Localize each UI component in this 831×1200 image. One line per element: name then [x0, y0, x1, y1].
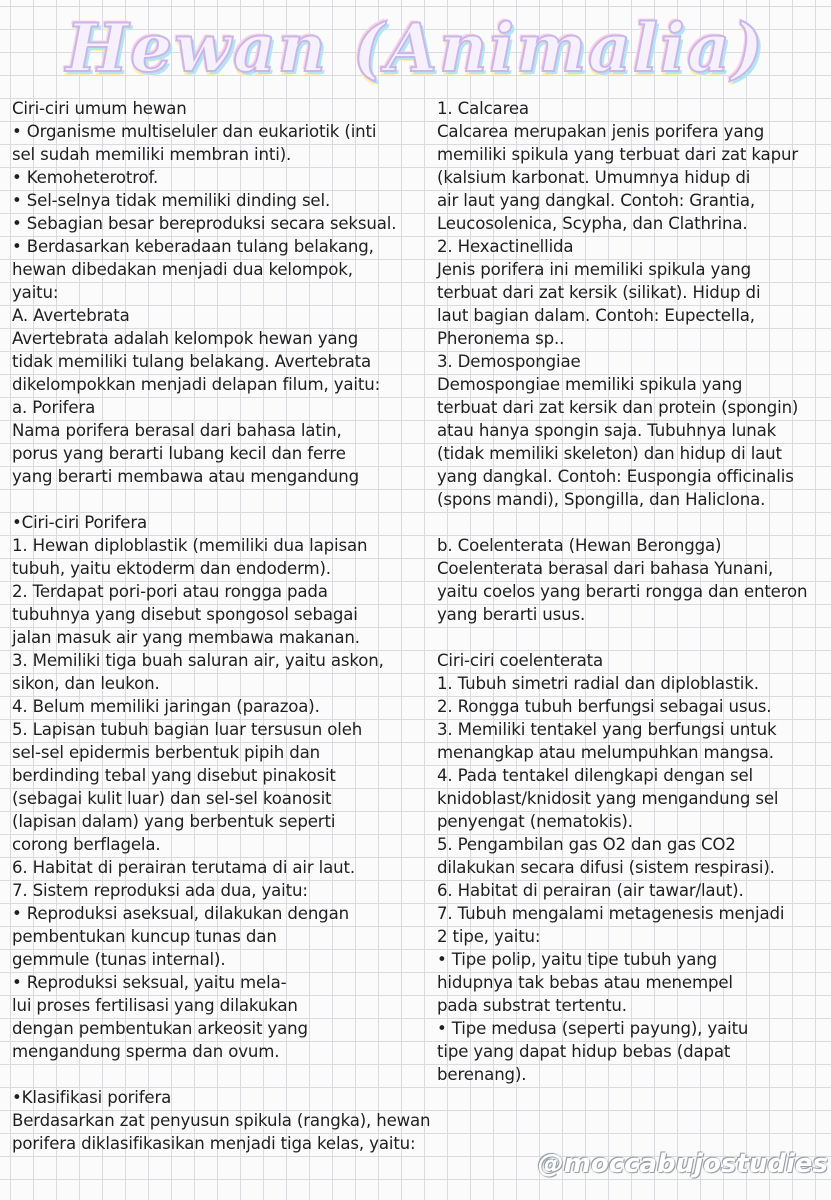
text-line: (tidak memiliki skeleton) dan hidup di laut	[437, 444, 782, 463]
text-line: Leucosolenica, Scypha, dan Clathrina.	[437, 214, 748, 233]
text-line: 5. Pengambilan gas O2 dan gas CO2	[437, 835, 736, 854]
text-line	[437, 626, 829, 649]
text-line: porifera diklasifikasikan menjadi tiga kelas, yaitu:	[12, 1134, 416, 1153]
text-line: sel sudah memiliki membran inti).	[12, 145, 292, 164]
text-line: 2. Hexactinellida	[437, 237, 574, 256]
text-line	[12, 488, 430, 511]
text-line: yang berarti usus.	[437, 605, 586, 624]
text-line: Nama porifera berasal dari bahasa latin,	[12, 421, 342, 440]
text-line: Calcarea merupakan jenis porifera yang	[437, 122, 765, 141]
text-line: penyengat (nematokis).	[437, 812, 633, 831]
text-line: yang berarti membawa atau mengandung	[12, 467, 359, 486]
text-line: dilakukan secara difusi (sistem respirasi).	[437, 858, 775, 877]
text-line: yaitu coelos yang berarti rongga dan enteron	[437, 582, 808, 601]
text-line: knidoblast/knidosit yang mengandung sel	[437, 789, 779, 808]
text-line: sikon, dan leukon.	[12, 674, 160, 693]
text-line: tipe yang dapat hidup bebas (dapat	[437, 1042, 731, 1061]
text-line: 2. Rongga tubuh berfungsi sebagai usus.	[437, 697, 772, 716]
text-line	[437, 511, 829, 534]
text-line: • Tipe polip, yaitu tipe tubuh yang	[437, 950, 717, 969]
text-line: 7. Tubuh mengalami metagenesis menjadi	[437, 904, 785, 923]
text-line: • Sel-selnya tidak memiliki dinding sel.	[12, 191, 331, 210]
text-line: yaitu:	[12, 283, 59, 302]
text-line: (spons mandi), Spongilla, dan Haliclona.	[437, 490, 766, 509]
text-line: 7. Sistem reproduksi ada dua, yaitu:	[12, 881, 308, 900]
text-line: Avertebrata adalah kelompok hewan yang	[12, 329, 359, 348]
text-line: Ciri-ciri coelenterata	[437, 651, 603, 670]
text-line: 6. Habitat di perairan (air tawar/laut).	[437, 881, 744, 900]
text-line: •Klasifikasi porifera	[12, 1088, 172, 1107]
text-line: dikelompokkan menjadi delapan filum, yaitu:	[12, 375, 381, 394]
text-line: 1. Tubuh simetri radial dan diploblastik.	[437, 674, 759, 693]
left-column	[12, 97, 430, 1155]
text-line: jalan masuk air yang membawa makanan.	[12, 628, 360, 647]
text-line: Ciri-ciri umum hewan	[12, 99, 187, 118]
text-line: porus yang berarti lubang kecil dan ferre	[12, 444, 346, 463]
text-line: lui proses fertilisasi yang dilakukan	[12, 996, 298, 1015]
right-column	[437, 97, 829, 1086]
text-line: Pheronema sp..	[437, 329, 565, 348]
text-line: • Berdasarkan keberadaan tulang belakang,	[12, 237, 374, 256]
text-line: menangkap atau melumpuhkan mangsa.	[437, 743, 774, 762]
text-line: Jenis porifera ini memiliki spikula yang	[437, 260, 751, 279]
text-line: 2. Terdapat pori-pori atau rongga pada	[12, 582, 328, 601]
text-line: 4. Pada tentakel dilengkapi dengan sel	[437, 766, 753, 785]
text-line: berenang).	[437, 1065, 527, 1084]
text-line: Berdasarkan zat penyusun spikula (rangka), hewan	[12, 1111, 431, 1130]
text-line: 3. Memiliki tentakel yang berfungsi untuk	[437, 720, 777, 739]
text-line: memiliki spikula yang terbuat dari zat kapur	[437, 145, 798, 164]
text-line: • Tipe medusa (seperti payung), yaitu	[437, 1019, 749, 1038]
text-line: • Reproduksi aseksual, dilakukan dengan	[12, 904, 349, 923]
text-line: atau hanya spongin saja. Tubuhnya lunak	[437, 421, 777, 440]
text-line: b. Coelenterata (Hewan Berongga)	[437, 536, 722, 555]
text-line: 3. Memiliki tiga buah saluran air, yaitu askon,	[12, 651, 384, 670]
text-line: a. Porifera	[12, 398, 96, 417]
text-line: 1. Hewan diploblastik (memiliki dua lapisan	[12, 536, 368, 555]
text-line: (lapisan dalam) yang berbentuk seperti	[12, 812, 336, 831]
text-line: • Kemoheterotrof.	[12, 168, 159, 187]
watermark: @moccabujostudies	[537, 1149, 828, 1179]
page-title: Hewan (Animalia)	[65, 9, 766, 87]
text-line: pada substrat tertentu.	[437, 996, 627, 1015]
text-line: tidak memiliki tulang belakang. Avertebrata	[12, 352, 371, 371]
text-line: dengan pembentukan arkeosit yang	[12, 1019, 308, 1038]
text-line: air laut yang dangkal. Contoh: Grantia,	[437, 191, 756, 210]
text-line: 6. Habitat di perairan terutama di air laut.	[12, 858, 356, 877]
text-line: pembentukan kuncup tunas dan	[12, 927, 277, 946]
text-line	[12, 1063, 430, 1086]
text-line: 4. Belum memiliki jaringan (parazoa).	[12, 697, 320, 716]
text-line: A. Avertebrata	[12, 306, 130, 325]
text-line: • Sebagian besar bereproduksi secara seksual.	[12, 214, 397, 233]
text-line: mengandung sperma dan ovum.	[12, 1042, 280, 1061]
text-line: (sebagai kulit luar) dan sel-sel koanosit	[12, 789, 332, 808]
text-line: Coelenterata berasal dari bahasa Yunani,	[437, 559, 774, 578]
text-line: berdinding tebal yang disebut pinakosit	[12, 766, 336, 785]
text-line: laut bagian dalam. Contoh: Eupectella,	[437, 306, 755, 325]
text-line: gemmule (tunas internal).	[12, 950, 226, 969]
text-line: corong berflagela.	[12, 835, 161, 854]
text-line: • Organisme multiseluler dan eukariotik (inti	[12, 122, 377, 141]
text-line: (kalsium karbonat. Umumnya hidup di	[437, 168, 751, 187]
text-line: 5. Lapisan tubuh bagian luar tersusun oleh	[12, 720, 363, 739]
text-line: • Reproduksi seksual, yaitu mela-	[12, 973, 287, 992]
text-line: hewan dibedakan menjadi dua kelompok,	[12, 260, 353, 279]
text-line: Demospongiae memiliki spikula yang	[437, 375, 743, 394]
text-line: 3. Demospongiae	[437, 352, 581, 371]
text-line: hidupnya tak bebas atau menempel	[437, 973, 733, 992]
text-line: •Ciri-ciri Porifera	[12, 513, 148, 532]
text-line: tubuh, yaitu ektoderm dan endoderm).	[12, 559, 331, 578]
text-line: sel-sel epidermis berbentuk pipih dan	[12, 743, 320, 762]
text-line: 1. Calcarea	[437, 99, 529, 118]
text-line: terbuat dari zat kersik (silikat). Hidup di	[437, 283, 761, 302]
text-line: tubuhnya yang disebut spongosol sebagai	[12, 605, 358, 624]
text-line: yang dangkal. Contoh: Euspongia officinalis	[437, 467, 794, 486]
text-line: terbuat dari zat kersik dan protein (spongin)	[437, 398, 799, 417]
text-line: 2 tipe, yaitu:	[437, 927, 541, 946]
